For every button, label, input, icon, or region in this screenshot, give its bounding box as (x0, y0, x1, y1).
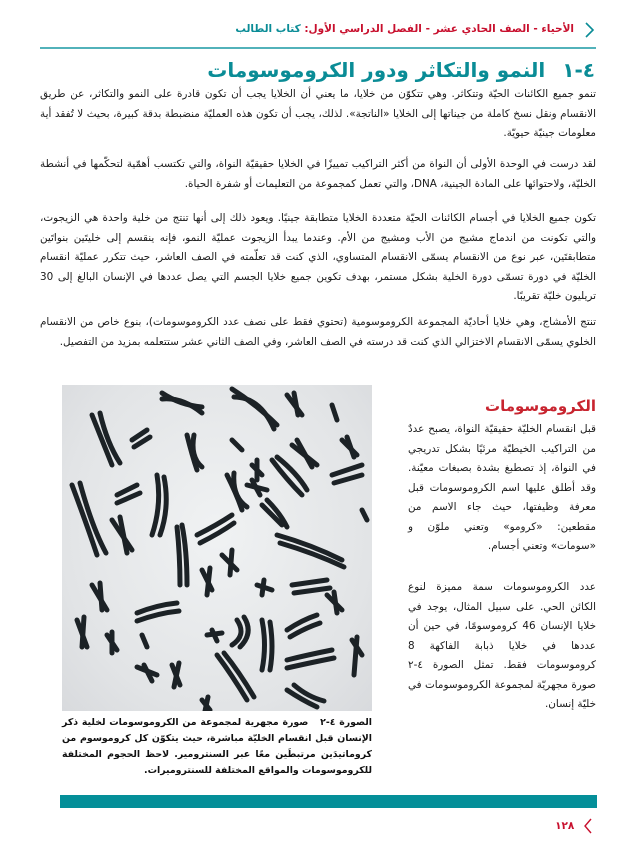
chromosomes-paragraph-2: عدد الكروموسومات سمة مميزة لنوع الكائن الحي. على سبيل المثال، يوجد في خلايا الإنسان 46 كروموسومًا، في حين أن عددها في خلايا ذبابة الفاكهة 8 كروموسومات فقط. تمثل الصورة ٤-٢ صورة مجهريّة لمجموعة الكروموسومات في خليّة إنسان. (408, 581, 596, 710)
footer-bar (60, 795, 597, 808)
chromosome-micrograph (62, 385, 372, 711)
figure-label: الصورة ٤-٢ (320, 717, 373, 728)
chromosomes-illustration (62, 385, 372, 711)
paragraph-nucleus: لقد درست في الوحدة الأولى أن النواة من أكثر التراكيب تمييزًا في الخلايا حقيقيّة النواة، والتي تكتسب أهمّية لتحكّمها في أنشطة الخليّة، ولاحتوائها على المادة الجينية، DNA، والتي تعمل كمجموعة من التعليمات أو شفرة الحياة. (40, 158, 596, 190)
header-divider (40, 47, 596, 49)
paragraph-intro: تنمو جميع الكائنات الحيّة وتتكاثر. وهي تتكوّن من خلايا، ما يعني أن الخلايا يجب أن تكون قادرة على النمو والتكاثر، عن طريق الانقسام ونقل نسخ كاملة من جيناتها إلى الخلايا «الناتجة». لذلك، يجب أن تكون هذه العمليّة منضبطة بدقة كبيرة، بحيث لا تُفقد أية معلومات جينيّة حيويّة. (40, 88, 596, 139)
section-title (207, 58, 595, 82)
section-title-text: النمو والتكاثر ودور الكروموسومات (207, 58, 546, 82)
chevron-left-icon[interactable] (583, 818, 593, 834)
paragraph-cell-division: تكون جميع الخلايا في أجسام الكائنات الحيّة متعددة الخلايا متطابقة جينيًا. ويعود ذلك إلى أنها تنتج من خلية واحدة هي الزيجوت، والتي تكونت من اندماج مشيج من الأب ومشيج من الأم. وعندما يبدأ الزيجوت عمليّة النمو، فإنه ينقسم إلى خليتَين بنواتَين متطابقتَين، عبر نوع من الانقسام يسمّى الانقسام المتساوي، الذي كنت قد تعلّمته في الصف العاشر، حيث تتكرر عمليّة انقسام الخليّة في دورة تسمّى دورة الخلية بشكل مستمر، بهدف تكوين جميع خلايا الجسم التي يصل عددها في الإنسان البالغ إلى 30 تريليون خليّة تقريبًا. (40, 212, 596, 302)
book-breadcrumb (235, 23, 574, 35)
section-number: ٤-١ (562, 58, 595, 82)
book-type: كتاب الطالب (235, 23, 301, 35)
figure-caption-text: صورة مجهرية لمجموعة من الكروموسومات لخلية ذكر الإنسان قبل انقسام الخليّة مباشرة، حيث يتكوّن كل كروموسوم من كروماتيدَين مرتبطَين معًا عبر السنترومير. لاحظ الحجوم المختلفة للكروموسومات والمواقع المختلفة للسنتروميرات. (62, 717, 372, 776)
chromosomes-heading: الكروموسومات (485, 397, 596, 415)
paragraph-gametes: تنتج الأمشاج، وهي خلايا أحاديّة المجموعة الكروموسومية (تحتوي فقط على نصف عدد الكروموسومات)، بنوع خاص من الانقسام الخلوي يسمّى الانقسام الاختزالي الذي كنت قد درسته في الصف العاشر، وفي الصف الثاني عشر ستتعلمه بمزيد من التفصيل. (40, 316, 596, 348)
running-header (40, 22, 596, 40)
page-number-block (555, 818, 593, 834)
page-number: ١٢٨ (555, 820, 575, 832)
chromosomes-paragraph-1: قبل انقسام الخليّة حقيقيّة النواة، يصبح عددٌ من التراكيب الخيطيّة مرئيًا بشكل تدريجي في النواة، إذ تصطبغ بشدة بصبغات معيّنة. وقد أطلق عليها اسم الكروموسومات قبل معرفة وظيفتها، حيث جاء الاسم من مقطعين: «كرومو» وتعني ملوّن و «سومات» وتعني أجسام. (408, 423, 596, 552)
figure-caption (62, 715, 372, 779)
chevron-right-icon[interactable] (582, 21, 596, 39)
book-path: الأحياء - الصف الحادي عشر - الفصل الدراسي الأول: (304, 23, 574, 35)
